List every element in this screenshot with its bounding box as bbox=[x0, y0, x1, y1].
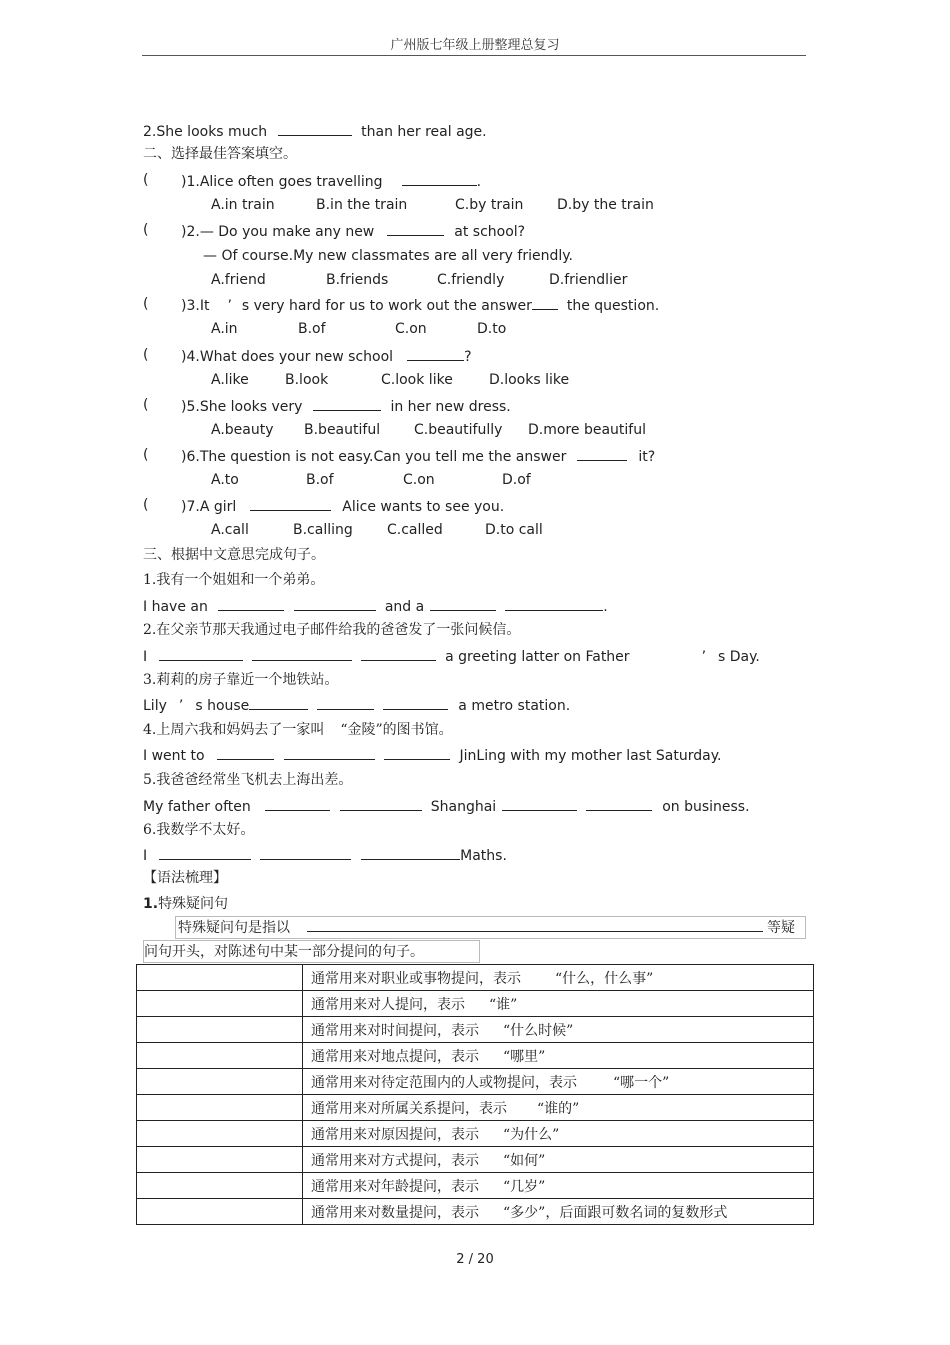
question-word-table bbox=[136, 964, 814, 1225]
answer-blank[interactable] bbox=[317, 696, 374, 710]
mc-question-4: )4.What does your new school ? bbox=[181, 349, 472, 365]
option-c[interactable]: C.look like bbox=[381, 372, 453, 388]
mc-question-6: )6.The question is not easy.Can you tell me the answer it? bbox=[181, 449, 656, 465]
option-a[interactable]: A.friend bbox=[211, 272, 266, 288]
answer-blank[interactable] bbox=[307, 918, 763, 932]
option-b[interactable]: B.in the train bbox=[316, 197, 408, 213]
answer-blank[interactable] bbox=[384, 746, 450, 760]
definition-line-1: 特殊疑问句是指以 等疑 bbox=[178, 920, 795, 936]
s3-english-2: I a greeting latter on Father ’ s Day. bbox=[143, 649, 760, 665]
answer-blank[interactable] bbox=[313, 397, 381, 411]
option-b[interactable]: B.calling bbox=[293, 522, 353, 538]
answer-blank[interactable] bbox=[361, 846, 460, 860]
table-row bbox=[137, 1147, 814, 1173]
option-a[interactable]: A.in bbox=[211, 321, 238, 337]
option-d[interactable]: D.more beautiful bbox=[528, 422, 646, 438]
answer-blank[interactable] bbox=[502, 797, 577, 811]
table-row bbox=[137, 991, 814, 1017]
answer-blank[interactable] bbox=[250, 497, 331, 511]
grammar-title: 【语法梳理】 bbox=[143, 870, 227, 886]
answer-blank[interactable] bbox=[586, 797, 652, 811]
page-header: 广州版七年级上册整理总复习 bbox=[390, 38, 560, 53]
fill-question-2: 2.She looks much than her real age. bbox=[143, 124, 487, 140]
option-b[interactable]: B.of bbox=[306, 472, 334, 488]
s3-chinese-2: 2.在父亲节那天我通过电子邮件给我的爸爸发了一张问候信。 bbox=[143, 622, 521, 638]
mc-question-1: )1.Alice often goes travelling . bbox=[181, 174, 482, 190]
option-c[interactable]: C.by train bbox=[455, 197, 524, 213]
s3-english-6: I Maths. bbox=[143, 848, 507, 864]
s3-english-3: Lily ’ s house a metro station. bbox=[143, 698, 571, 714]
description-cell: 通常用来对所属关系提问，表示 “谁的” bbox=[303, 1095, 814, 1121]
description-cell: 通常用来对职业或事物提问，表示 “什么，什么事” bbox=[303, 965, 814, 991]
mc-question-2-reply: — Of course.My new classmates are all very friendly. bbox=[203, 248, 573, 264]
page-number: 2 / 20 bbox=[456, 1252, 494, 1267]
answer-blank[interactable] bbox=[383, 696, 448, 710]
description-cell: 通常用来对原因提问，表示 “为什么” bbox=[303, 1121, 814, 1147]
s3-english-4: I went to JinLing with my mother last Saturday. bbox=[143, 748, 722, 764]
answer-paren[interactable]: ( bbox=[143, 347, 149, 363]
answer-paren[interactable]: ( bbox=[143, 172, 149, 188]
table-row bbox=[137, 1095, 814, 1121]
answer-blank[interactable] bbox=[407, 347, 464, 361]
answer-blank[interactable] bbox=[252, 647, 352, 661]
definition-line-2: 问句开头，对陈述句中某一部分提问的句子。 bbox=[144, 944, 424, 960]
option-c[interactable]: C.beautifully bbox=[414, 422, 503, 438]
answer-blank[interactable] bbox=[577, 447, 627, 461]
table-row bbox=[137, 1069, 814, 1095]
option-d[interactable]: D.looks like bbox=[489, 372, 570, 388]
s3-chinese-5: 5.我爸爸经常坐飞机去上海出差。 bbox=[143, 772, 353, 788]
table-row bbox=[137, 1173, 814, 1199]
table-row bbox=[137, 1199, 814, 1225]
s3-chinese-6: 6.我数学不太好。 bbox=[143, 822, 255, 838]
s3-english-5: My father often Shanghai on business. bbox=[143, 799, 750, 815]
option-a[interactable]: A.like bbox=[211, 372, 249, 388]
mc-question-5: )5.She looks very in her new dress. bbox=[181, 399, 511, 415]
option-d[interactable]: D.to call bbox=[485, 522, 543, 538]
option-b[interactable]: B.look bbox=[285, 372, 329, 388]
answer-blank[interactable] bbox=[340, 797, 422, 811]
answer-blank[interactable] bbox=[217, 746, 274, 760]
answer-blank[interactable] bbox=[294, 597, 376, 611]
answer-blank[interactable] bbox=[361, 647, 436, 661]
answer-blank[interactable] bbox=[278, 122, 352, 136]
answer-blank[interactable] bbox=[218, 597, 284, 611]
answer-paren[interactable]: ( bbox=[143, 397, 149, 413]
option-b[interactable]: B.beautiful bbox=[304, 422, 381, 438]
table-row bbox=[137, 1043, 814, 1069]
answer-cell[interactable] bbox=[137, 991, 303, 1017]
option-b[interactable]: B.of bbox=[298, 321, 326, 337]
answer-paren[interactable]: ( bbox=[143, 497, 149, 513]
table-row bbox=[137, 1121, 814, 1147]
s3-chinese-3: 3.莉莉的房子靠近一个地铁站。 bbox=[143, 672, 339, 688]
mc-question-2: )2.— Do you make any new at school? bbox=[181, 224, 526, 240]
table-row bbox=[137, 965, 814, 991]
description-cell: 通常用来对年龄提问，表示 “几岁” bbox=[303, 1173, 814, 1199]
option-a[interactable]: A.beauty bbox=[211, 422, 274, 438]
answer-blank[interactable] bbox=[265, 797, 330, 811]
s3-chinese-1: 1.我有一个姐姐和一个弟弟。 bbox=[143, 572, 325, 588]
answer-blank[interactable] bbox=[249, 696, 308, 710]
description-cell: 通常用来对人提问，表示 “谁” bbox=[303, 991, 814, 1017]
option-c[interactable]: C.on bbox=[395, 321, 427, 337]
header-divider bbox=[142, 55, 806, 56]
answer-blank[interactable] bbox=[284, 746, 375, 760]
option-d[interactable]: D.of bbox=[502, 472, 531, 488]
answer-paren[interactable]: ( bbox=[143, 296, 149, 312]
answer-blank[interactable] bbox=[159, 846, 251, 860]
answer-cell[interactable] bbox=[137, 1147, 303, 1173]
description-cell: 通常用来对时间提问，表示 “什么时候” bbox=[303, 1017, 814, 1043]
answer-blank[interactable] bbox=[260, 846, 351, 860]
answer-paren[interactable]: ( bbox=[143, 222, 149, 238]
answer-blank[interactable] bbox=[532, 296, 558, 310]
description-cell: 通常用来对数量提问，表示 “多少”，后面跟可数名词的复数形式 bbox=[303, 1199, 814, 1225]
answer-cell[interactable] bbox=[137, 1017, 303, 1043]
answer-cell[interactable] bbox=[137, 1095, 303, 1121]
answer-blank[interactable] bbox=[430, 597, 496, 611]
option-c[interactable]: C.on bbox=[403, 472, 435, 488]
description-cell: 通常用来对地点提问，表示 “哪里” bbox=[303, 1043, 814, 1069]
option-b[interactable]: B.friends bbox=[326, 272, 389, 288]
s3-chinese-4: 4.上周六我和妈妈去了一家叫 “金陵”的图书馆。 bbox=[143, 722, 453, 738]
option-c[interactable]: C.called bbox=[387, 522, 443, 538]
answer-blank[interactable] bbox=[505, 597, 603, 611]
table-row bbox=[137, 1017, 814, 1043]
option-d[interactable]: D.by the train bbox=[557, 197, 654, 213]
option-c[interactable]: C.friendly bbox=[437, 272, 505, 288]
answer-paren[interactable]: ( bbox=[143, 447, 149, 463]
answer-blank[interactable] bbox=[159, 647, 243, 661]
answer-cell[interactable] bbox=[137, 1173, 303, 1199]
answer-blank[interactable] bbox=[387, 222, 444, 236]
option-d[interactable]: D.friendlier bbox=[549, 272, 628, 288]
answer-cell[interactable] bbox=[137, 965, 303, 991]
section-2-title: 二、选择最佳答案填空。 bbox=[143, 146, 297, 162]
description-cell: 通常用来对方式提问，表示 “如何” bbox=[303, 1147, 814, 1173]
answer-blank[interactable] bbox=[402, 172, 477, 186]
grammar-item-1: 1.特殊疑问句 bbox=[143, 896, 229, 912]
section-3-title: 三、根据中文意思完成句子。 bbox=[143, 547, 325, 563]
answer-cell[interactable] bbox=[137, 1069, 303, 1095]
mc-question-7: )7.A girl Alice wants to see you. bbox=[181, 499, 505, 515]
option-a[interactable]: A.in train bbox=[211, 197, 275, 213]
option-d[interactable]: D.to bbox=[477, 321, 507, 337]
answer-cell[interactable] bbox=[137, 1199, 303, 1225]
description-cell: 通常用来对待定范围内的人或物提问，表示 “哪一个” bbox=[303, 1069, 814, 1095]
option-a[interactable]: A.to bbox=[211, 472, 239, 488]
answer-cell[interactable] bbox=[137, 1121, 303, 1147]
mc-question-3: )3.It ’ s very hard for us to work out the answer the question. bbox=[181, 298, 660, 314]
option-a[interactable]: A.call bbox=[211, 522, 249, 538]
s3-english-1: I have an and a . bbox=[143, 599, 608, 615]
answer-cell[interactable] bbox=[137, 1043, 303, 1069]
